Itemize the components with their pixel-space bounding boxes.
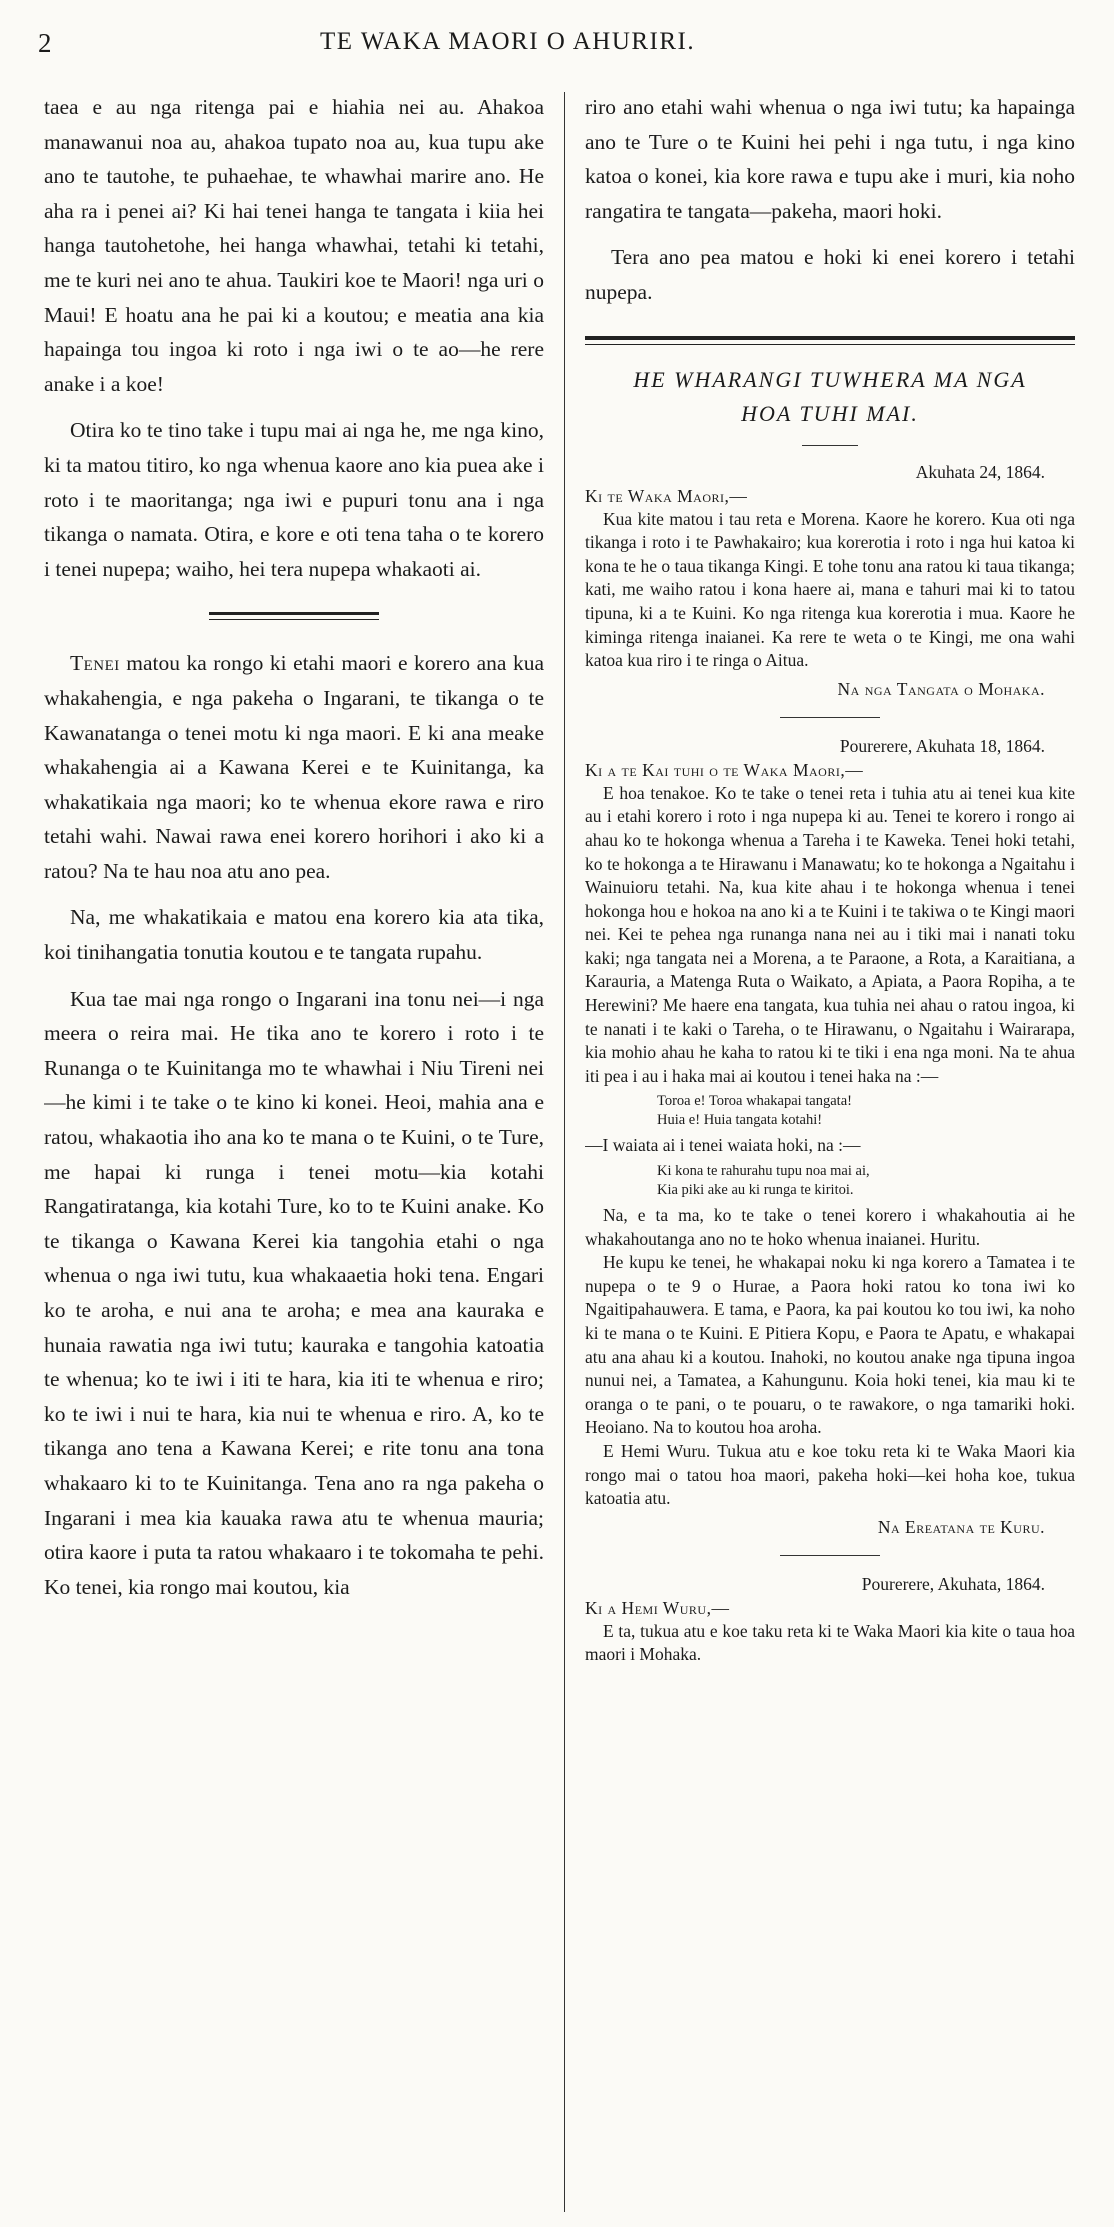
letter-2-date: Pourerere, Akuhata 18, 1864. — [839, 735, 1045, 756]
letter-2-body-5: E Hemi Wuru. Tukua atu e koe toku reta ki te Waka Maori kia rongo mai o tatou hoa maori, pakeha hoki—kei hoha koe, tukua katoatia atu. — [585, 1440, 1075, 1509]
verse-2 — [657, 1162, 1075, 1200]
left-paragraph-3 — [44, 646, 544, 888]
verse-1-line-1: Toroa e! Toroa whakapai tangata! — [657, 1093, 852, 1110]
left-paragraph-2: Otira ko te tino take i tupu mai ai nga he, me nga kino, ki ta matou titiro, ko nga whenua kaore ano kia puea ake i roto i te maoritanga; nga iwi e pupuri tonu ana i nga tikanga o namata. Otira, e kore e oti tena taha o te korero i tenei nupepa; waiho, hei tera nupepa whakaoti ai. — [44, 418, 544, 581]
letter-2-body-2: —I waiata ai i tenei waiata hoki, na :— — [585, 1135, 861, 1156]
letter-1-date: Akuhata 24, 1864. — [915, 461, 1045, 482]
verse-1-line-2: Huia e! Huia tangata kotahi! — [657, 1112, 823, 1129]
letter-divider — [780, 717, 880, 718]
letter-2-body-3: Na, e ta ma, ko te take o tenei korero i whakahoutia ai he whakahoutanga ano no te hoko whenua inaianei. Huritu. — [585, 1205, 1075, 1249]
letter-2-salutation: Ki a te Kai tuhi o te Waka Maori,— — [585, 759, 864, 780]
right-paragraph-2: Tera ano pea matou e hoki ki enei korero i tetahi nupepa. — [585, 245, 1075, 304]
right-paragraph-1: riro ano etahi wahi whenua o nga iwi tutu; ka hapainga ano te Ture o te Kuini hei pehi i nga tutu, i nga kino katoa o konei, kia kore rawa e tupu ake i muri, kia noho rangatira te tangata—pakeha, maori hoki. — [585, 95, 1075, 223]
letter-divider — [780, 1555, 880, 1556]
verse-1 — [657, 1092, 1075, 1130]
letter-3-date: Pourerere, Akuhata, 1864. — [861, 1573, 1045, 1594]
newspaper-title: TE WAKA MAORI O AHURIRI. — [320, 28, 696, 55]
letter-2-body-1: E hoa tenakoe. Ko te take o tenei reta i tuhia atu ai tenei kua kite au i etahi korero i roto i nga nupepa ki au. Tenei te korero i rongo ai ahau ko te hokonga whenua a Tareha i te Kaweka. Tenei hoki tetahi, ko te hokonga a te Hirawanu i Manawatu; ko te hokonga a Ngaitahu i Wainuioru tetahi. Na, kua kite ahau i te hokonga whenua i tenei hokonga hou e hokoa na ano ki a te Kuini i te takiwa o te Kingi maori nei. Kei te pehea nga runanga nana nei au i tiki mai i nanati toku kaki; nga tangata nei a Morena, a te Paraone, a Rota, a Karaitiana, a Karauria, a Matenga Ruta o Waikato, a Apiata, a Paora Ropiha, a te Herewini? Me haere ena tangata, kua tuhia nei ahau o ratou ingoa, ki te nanati i te kaki o Tareha, o te Hirawanu, o Ngaitahu i Wairarapa, kia mohio ahau he kaha to ratou ki te tiki i ena nga moni. Na te ahua iti pea i au i haka mai ai koutou i tenei haka na :— — [585, 782, 1075, 1086]
letter-2 — [585, 734, 1075, 1539]
letter-2-signoff: Na Ereatana te Kuru. — [877, 1516, 1045, 1537]
heading-line-2: HOA TUHI MAI. — [741, 400, 919, 426]
verse-2-line-1: Ki kona te rahurahu tupu noa mai ai, — [657, 1163, 870, 1180]
section-divider-double — [585, 336, 1075, 345]
letter-2-body-4: He kupu ke tenei, he whakapai noku ki nga korero a Tamatea i te nupepa o te 9 o Hurae, a Paora hoki ratou ko tona iwi ko Ngaitipahauwera. E tama, e Paora, ka pai koutou ko tou iwi, ka noho ki te mana o te Kuini. E Pitiera Kopu, e Paora te Apatu, e whakapai atu ana ahau ki a koutou. Inahoki, no koutou anake nga tipuna ingoa nunui nei, a Tamatea, a Kahungunu. Koia hoki tenei, kia mau ki te oranga o te pani, o te pouaru, o te rawakore, o nga tamariki hoki. Heoiano. Na to koutou hoa aroha. — [585, 1252, 1075, 1438]
page-number: 2 — [38, 28, 52, 58]
paragraph-lead-word: Tenei — [70, 651, 120, 676]
letter-3 — [585, 1572, 1075, 1667]
left-paragraph-1: taea e au nga ritenga pai e hiahia nei au. Ahakoa manawanui noa au, ahakoa tupato noa au, kua tupu ake ano te tautohe, te puhaehae, te whawhai marire ano. He aha ra i penei ai? Ki hai tenei hanga te tangata i kiia hei hanga tautohetohe, hei hanga whawhai, tetahi ki tetahi, me te kuri nei ano te ahua. Taukiri koe te Maori! nga uri o Maui! E hoatu ana he pai ki a koutou; e meatia ana kia hapainga tou ingoa ki roto i nga iwi o te ao—he rere anake i a koe! — [44, 95, 544, 396]
left-column — [44, 90, 544, 2220]
left-paragraph-4: Na, me whakatikaia e matou ena korero kia ata tika, koi tinihangatia tonutia koutou e te tangata rupahu. — [44, 905, 544, 965]
page-header — [0, 28, 1114, 68]
left-paragraph-3-text: matou ka rongo ki etahi maori e korero ana kua whakahengia, e nga pakeha o Ingarani, te tikanga o te Kawanatanga o tenei motu ki nga maori. E ki ana meake whakahengia ai a Kawana Kerei e te Kuinitanga, ka whakatikaia nga maori; ko te whenua ekore rawa e riro tetahi wahi. Nawai rawa enei korero horihori i ako ki a ratou? Na te hau noa atu ano pea. — [44, 651, 544, 883]
left-paragraph-5: Kua tae mai nga rongo o Ingarani ina tonu nei—i nga meera o reira mai. He tika ano te korero i roto i te Runanga o te Kuinitanga mo te whawhai i Niu Tireni nei—he kimi i te take o te kino ki konei. Heoi, mahia ana e ratou, whakaotia iho ana ko te mana o te Kuini, o te Ture, me hapai ki runga i tenei motu—kia kotahi Rangatiratanga, kia kotahi Ture, ko to te Kuini anake. Ko te tikanga o Kawana Kerei kia tangohia etahi o nga whenua o nga iwi tutu, kua whakaaetia hoki tena. Engari ko te aroha, e nui ana te aroha; e mea ana kauraka e hunaia rawatia nga iwi tutu; kauraka e tangohia katoatia te whenua; ko te iwi i iti te hara, kia iti te whenua e riro; ko te iwi i nui te hara, kia nui te whenua e riro. A, ko te tikanga ano tena a Kawana Kerei; e rite tonu ana tona whakaaro ki to te Kuinitanga. Tena ano ra nga pakeha o Ingarani i mea kia kauaka rawa atu te whenua mauria; otira kaore i puta ta ratou whakaaro i te tokomaha te pehi. Ko tenei, kia rongo mai koutou, kia — [44, 986, 544, 1599]
section-heading — [585, 363, 1075, 431]
heading-rule — [802, 445, 858, 446]
letter-3-salutation: Ki a Hemi Wuru,— — [585, 1597, 730, 1618]
column-divider — [564, 92, 565, 2212]
letter-1-salutation: Ki te Waka Maori,— — [585, 485, 748, 506]
heading-line-1: HE WHARANGI TUWHERA MA NGA — [633, 366, 1027, 392]
letter-1 — [585, 460, 1075, 701]
verse-2-line-2: Kia piki ake au ki runga te kiritoi. — [657, 1182, 854, 1199]
section-divider — [209, 612, 379, 620]
letter-1-body: Kua kite matou i tau reta e Morena. Kaore he korero. Kua oti nga tikanga i roto i te Pawhakairo; kua korerotia i roto i nga hui katoa ki kona te he o taua tikanga Kingi. E tohe tonu ana ratou ki taua tikanga; kati, me waiho ratou i kona haere ai, mana e tahuri mai ki to tatou tipuna, ki a te Kuini. Ko nga ritenga kua korerotia i mua. Kaore he kiminga ritenga inaianei. Ka rere te weta o te Kingi, me ona wahi katoa kua riro i te ringa o Aitua. — [585, 508, 1075, 671]
letter-3-body: E ta, tukua atu e koe taku reta ki te Waka Maori kia kite o taua hoa maori i Mohaka. — [585, 1620, 1075, 1665]
right-column — [585, 90, 1075, 2220]
letter-1-signoff: Na nga Tangata o Mohaka. — [837, 678, 1045, 699]
